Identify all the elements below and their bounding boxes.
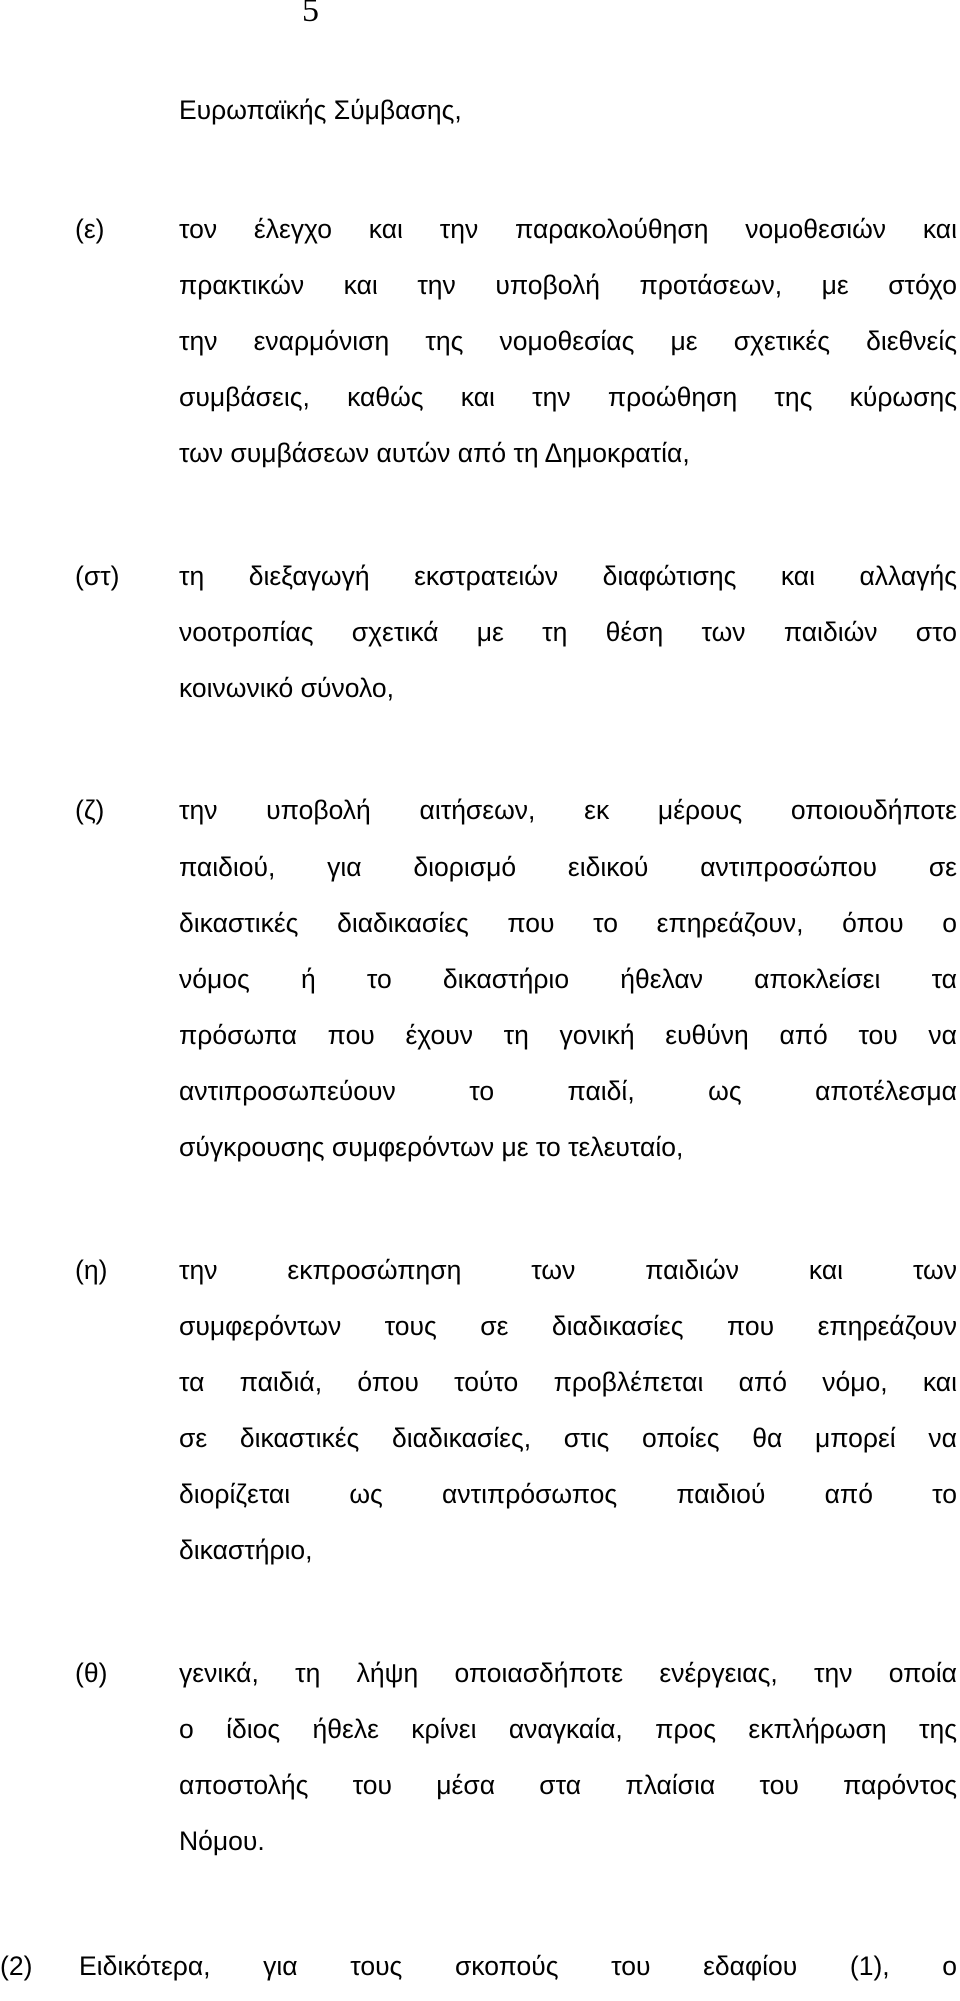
item-eta-line-4: σε δικαστικές διαδικασίες, στις οποίες θα μπορεί να xyxy=(179,1423,957,1453)
item-epsilon-line-5: των συμβάσεων αυτών από τη Δημοκρατία, xyxy=(179,438,690,468)
item-theta-line-2: ο ίδιος ήθελε κρίνει αναγκαία, προς εκπλήρωση της xyxy=(179,1714,957,1744)
item-stigma-line-1: τη διεξαγωγή εκστρατειών διαφώτισης και αλλαγής xyxy=(179,561,957,591)
item-eta-line-5: διορίζεται ως αντιπρόσωπος παιδιού από το xyxy=(179,1479,957,1509)
paragraph-marker-2: (2) xyxy=(0,1951,33,1981)
page-number: 5 xyxy=(302,0,319,29)
item-zeta-line-5: πρόσωπα που έχουν τη γονική ευθύνη από του να xyxy=(179,1020,957,1050)
item-zeta-line-6: αντιπροσωπεύουν το παιδί, ως αποτέλεσμα xyxy=(179,1076,957,1106)
item-marker-epsilon: (ε) xyxy=(75,214,105,244)
item-marker-theta: (θ) xyxy=(75,1658,108,1688)
item-theta-line-3: αποστολής του μέσα στα πλαίσια του παρόντος xyxy=(179,1770,957,1800)
item-marker-zeta: (ζ) xyxy=(75,795,105,825)
item-epsilon-line-3: την εναρμόνιση της νομοθεσίας με σχετικές διεθνείς xyxy=(179,326,957,356)
item-eta-line-3: τα παιδιά, όπου τούτο προβλέπεται από νόμο, και xyxy=(179,1367,957,1397)
item-eta-line-1: την εκπροσώπηση των παιδιών και των xyxy=(179,1255,957,1285)
item-zeta-line-7: σύγκρουσης συμφερόντων με το τελευταίο, xyxy=(179,1132,684,1162)
item-stigma-line-2: νοοτροπίας σχετικά με τη θέση των παιδιών στο xyxy=(179,617,957,647)
item-stigma-line-3: κοινωνικό σύνολο, xyxy=(179,673,394,703)
item-zeta-line-4: νόμος ή το δικαστήριο ήθελαν αποκλείσει τα xyxy=(179,964,957,994)
item-marker-eta: (η) xyxy=(75,1255,108,1285)
item-epsilon-line-1: τον έλεγχο και την παρακολούθηση νομοθεσιών και xyxy=(179,214,957,244)
item-zeta-line-1: την υποβολή αιτήσεων, εκ μέρους οποιουδήποτε xyxy=(179,795,957,825)
item-epsilon-line-4: συμβάσεις, καθώς και την προώθηση της κύρωσης xyxy=(179,382,957,412)
item-eta-line-6: δικαστήριο, xyxy=(179,1535,313,1565)
item-theta-line-1: γενικά, τη λήψη οποιασδήποτε ενέργειας, την οποία xyxy=(179,1658,957,1688)
paragraph-2-line-1: Ειδικότερα, για τους σκοπούς του εδαφίου (1), ο xyxy=(79,1951,957,1981)
item-zeta-line-3: δικαστικές διαδικασίες που το επηρεάζουν, όπου ο xyxy=(179,908,957,938)
item-eta-line-2: συμφερόντων τους σε διαδικασίες που επηρεάζουν xyxy=(179,1311,957,1341)
item-epsilon-line-2: πρακτικών και την υποβολή προτάσεων, με στόχο xyxy=(179,270,957,300)
item-zeta-line-2: παιδιού, για διορισμό ειδικού αντιπροσώπου σε xyxy=(179,852,957,882)
item-theta-line-4: Νόμου. xyxy=(179,1826,265,1856)
item-marker-stigma: (στ) xyxy=(75,561,120,591)
intro-line: Ευρωπαϊκής Σύμβασης, xyxy=(179,95,462,125)
